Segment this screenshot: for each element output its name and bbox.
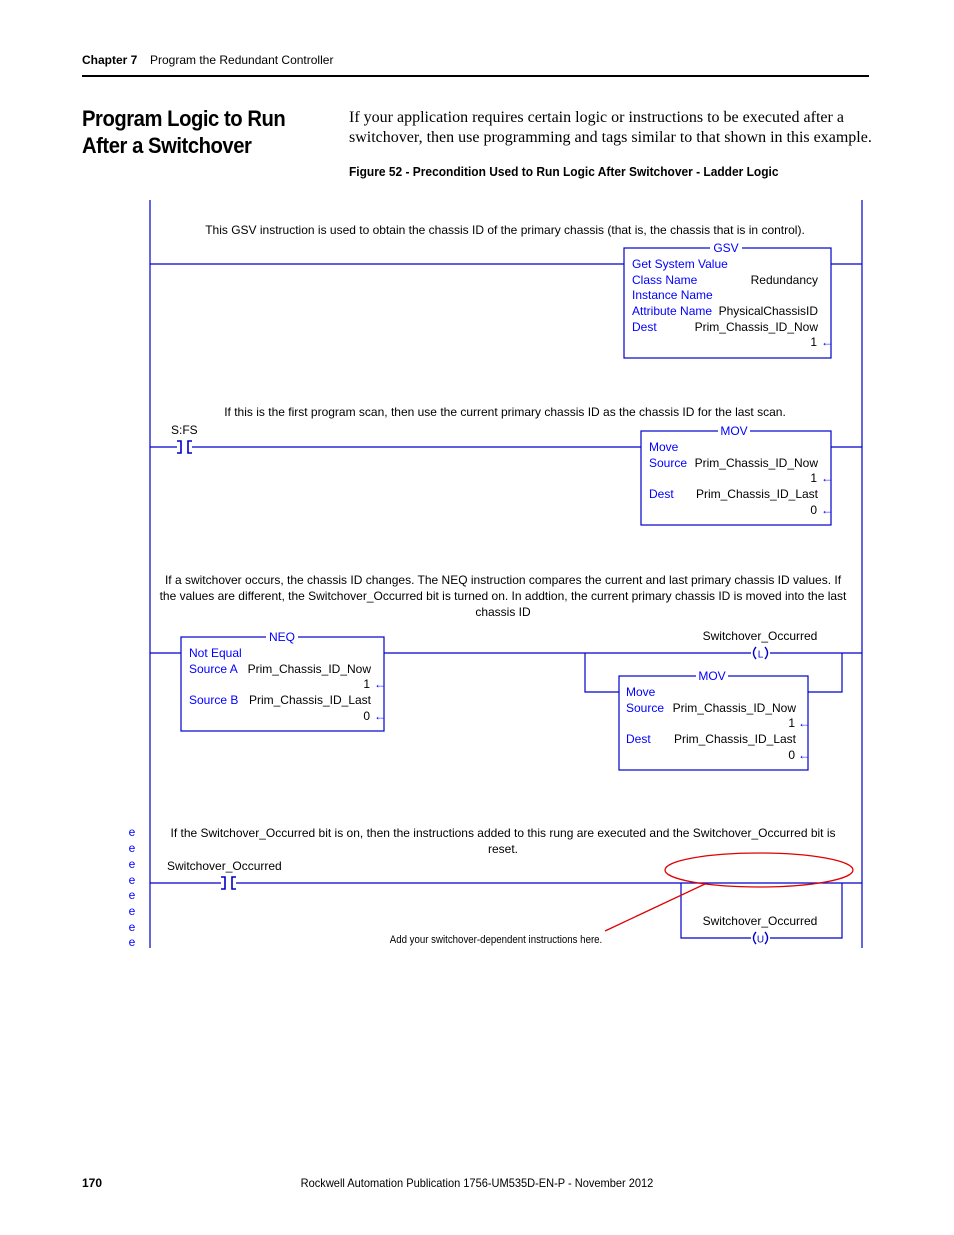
latch-coil-symbol: L bbox=[757, 649, 764, 661]
rung3-comment-line1: If the Switchover_Occurred bit is on, then the instructions added to this rung are executed and the Switchover_Occurred bit is bbox=[170, 826, 836, 840]
mov2-mnemonic: MOV bbox=[698, 669, 726, 683]
annotation-text: Add your switchover-dependent instructions here. bbox=[389, 934, 603, 947]
gsv-instance-label: Instance Name bbox=[632, 288, 713, 302]
neq-mnemonic: NEQ bbox=[268, 630, 296, 644]
chapter-label: Chapter 7 bbox=[82, 53, 138, 67]
mov1-dest-label: Dest bbox=[649, 487, 674, 501]
margin-mark: e bbox=[128, 857, 136, 871]
switchover-contact bbox=[221, 877, 236, 889]
neq-source-b-data: 0 bbox=[363, 709, 370, 723]
figure-caption: Figure 52 - Precondition Used to Run Logic After Switchover - Ladder Logic bbox=[349, 164, 779, 179]
mov1-mnemonic-group bbox=[718, 424, 750, 438]
publication-footer: Rockwell Automation Publication 1756-UM535D-EN-P - November 2012 bbox=[300, 1176, 654, 1190]
mov1-source-arrow-icon: ← bbox=[821, 471, 833, 485]
margin-mark: e bbox=[128, 935, 136, 949]
gsv-dest-label: Dest bbox=[632, 320, 657, 334]
margin-mark: e bbox=[128, 904, 136, 918]
rung2-comment-line1: If a switchover occurs, the chassis ID changes. The NEQ instruction compares the current and last primary chassis ID values. If bbox=[164, 573, 842, 587]
section-title: Program Logic to Run After a Switchover bbox=[82, 106, 286, 158]
chapter-title: Program the Redundant Controller bbox=[150, 53, 334, 67]
mov2-source-value: Prim_Chassis_ID_Now bbox=[672, 701, 796, 715]
rung2-comment-line3: chassis ID bbox=[475, 605, 531, 619]
mov1-dest-value: Prim_Chassis_ID_Last bbox=[695, 487, 818, 501]
mov1-name: Move bbox=[649, 440, 679, 454]
unlatch-coil-symbol: U bbox=[756, 934, 765, 946]
neq-source-b-value: Prim_Chassis_ID_Last bbox=[248, 693, 371, 707]
neq-source-a-arrow-icon: ← bbox=[374, 677, 386, 691]
rung1-comment: If this is the first program scan, then use the current primary chassis ID as the chassis ID for the last scan. bbox=[224, 405, 786, 419]
first-scan-contact-tag: S:FS bbox=[171, 423, 198, 437]
neq-source-b-label: Source B bbox=[189, 693, 239, 707]
first-scan-contact bbox=[177, 441, 192, 453]
mov1-mnemonic: MOV bbox=[720, 424, 748, 438]
gsv-mnemonic-group bbox=[710, 241, 742, 255]
mov2-source-arrow-icon: ← bbox=[798, 716, 810, 730]
margin-marks bbox=[129, 825, 136, 949]
neq-source-a-label: Source A bbox=[189, 662, 238, 676]
mov1-source-value: Prim_Chassis_ID_Now bbox=[694, 456, 818, 470]
rung3-comment-line2: reset. bbox=[487, 842, 519, 856]
switchover-contact-tag: Switchover_Occurred bbox=[167, 859, 282, 873]
neq-source-a-value: Prim_Chassis_ID_Now bbox=[247, 662, 371, 676]
mov2-dest-data: 0 bbox=[788, 748, 795, 762]
gsv-attribute-label: Attribute Name bbox=[632, 304, 713, 318]
margin-mark: e bbox=[128, 920, 136, 934]
latch-coil-right bbox=[765, 647, 768, 659]
mov2-dest-arrow-icon: ← bbox=[798, 748, 810, 762]
mov1-dest-arrow-icon: ← bbox=[821, 503, 833, 517]
margin-mark: e bbox=[128, 873, 136, 887]
neq-source-b-arrow-icon: ← bbox=[374, 709, 386, 723]
mov2-source-label: Source bbox=[626, 701, 665, 715]
gsv-dest-value: Prim_Chassis_ID_Now bbox=[694, 320, 818, 334]
mov2-source-data: 1 bbox=[788, 716, 795, 730]
margin-mark: e bbox=[128, 841, 136, 855]
gsv-class-label: Class Name bbox=[632, 273, 698, 287]
annotation-pointer-line bbox=[605, 884, 705, 931]
gsv-dest-arrow-icon: ← bbox=[821, 335, 833, 349]
annotation-ellipse bbox=[665, 853, 853, 887]
gsv-attribute-value: PhysicalChassisID bbox=[718, 304, 818, 318]
rung0-comment: This GSV instruction is used to obtain the chassis ID of the primary chassis (that is, the chassis that is in control). bbox=[205, 223, 805, 237]
mov1-source-data: 1 bbox=[810, 471, 817, 485]
neq-name: Not Equal bbox=[189, 646, 242, 660]
page-number: 170 bbox=[82, 1176, 103, 1190]
gsv-dest-data: 1 bbox=[810, 335, 817, 349]
latch-coil-tag: Switchover_Occurred bbox=[702, 629, 818, 643]
mov1-dest-data: 0 bbox=[810, 503, 817, 517]
gsv-class-value: Redundancy bbox=[750, 273, 818, 287]
mov2-dest-label: Dest bbox=[626, 732, 651, 746]
mov2-name: Move bbox=[626, 685, 656, 699]
unlatch-coil-left bbox=[754, 932, 757, 944]
margin-mark: e bbox=[128, 825, 136, 839]
mov2-dest-value: Prim_Chassis_ID_Last bbox=[673, 732, 796, 746]
latch-coil-left bbox=[754, 647, 757, 659]
gsv-name: Get System Value bbox=[632, 257, 728, 271]
mov1-source-label: Source bbox=[649, 456, 688, 470]
intro-paragraph: If your application requires certain logic or instructions to be executed after a switchover, then use programming and tags similar to that shown in this example. bbox=[349, 109, 872, 146]
mov2-mnemonic-group bbox=[696, 669, 728, 683]
neq-source-a-data: 1 bbox=[363, 677, 370, 691]
unlatch-coil-tag: Switchover_Occurred bbox=[702, 914, 818, 928]
unlatch-coil-right bbox=[765, 932, 768, 944]
neq-mnemonic-group bbox=[266, 630, 298, 644]
rung2-comment-line2: the values are different, the Switchover_Occurred bit is turned on. In addtion, the current primary chassis ID is moved into the last bbox=[159, 589, 847, 603]
gsv-mnemonic: GSV bbox=[713, 241, 739, 255]
margin-mark: e bbox=[128, 888, 136, 902]
